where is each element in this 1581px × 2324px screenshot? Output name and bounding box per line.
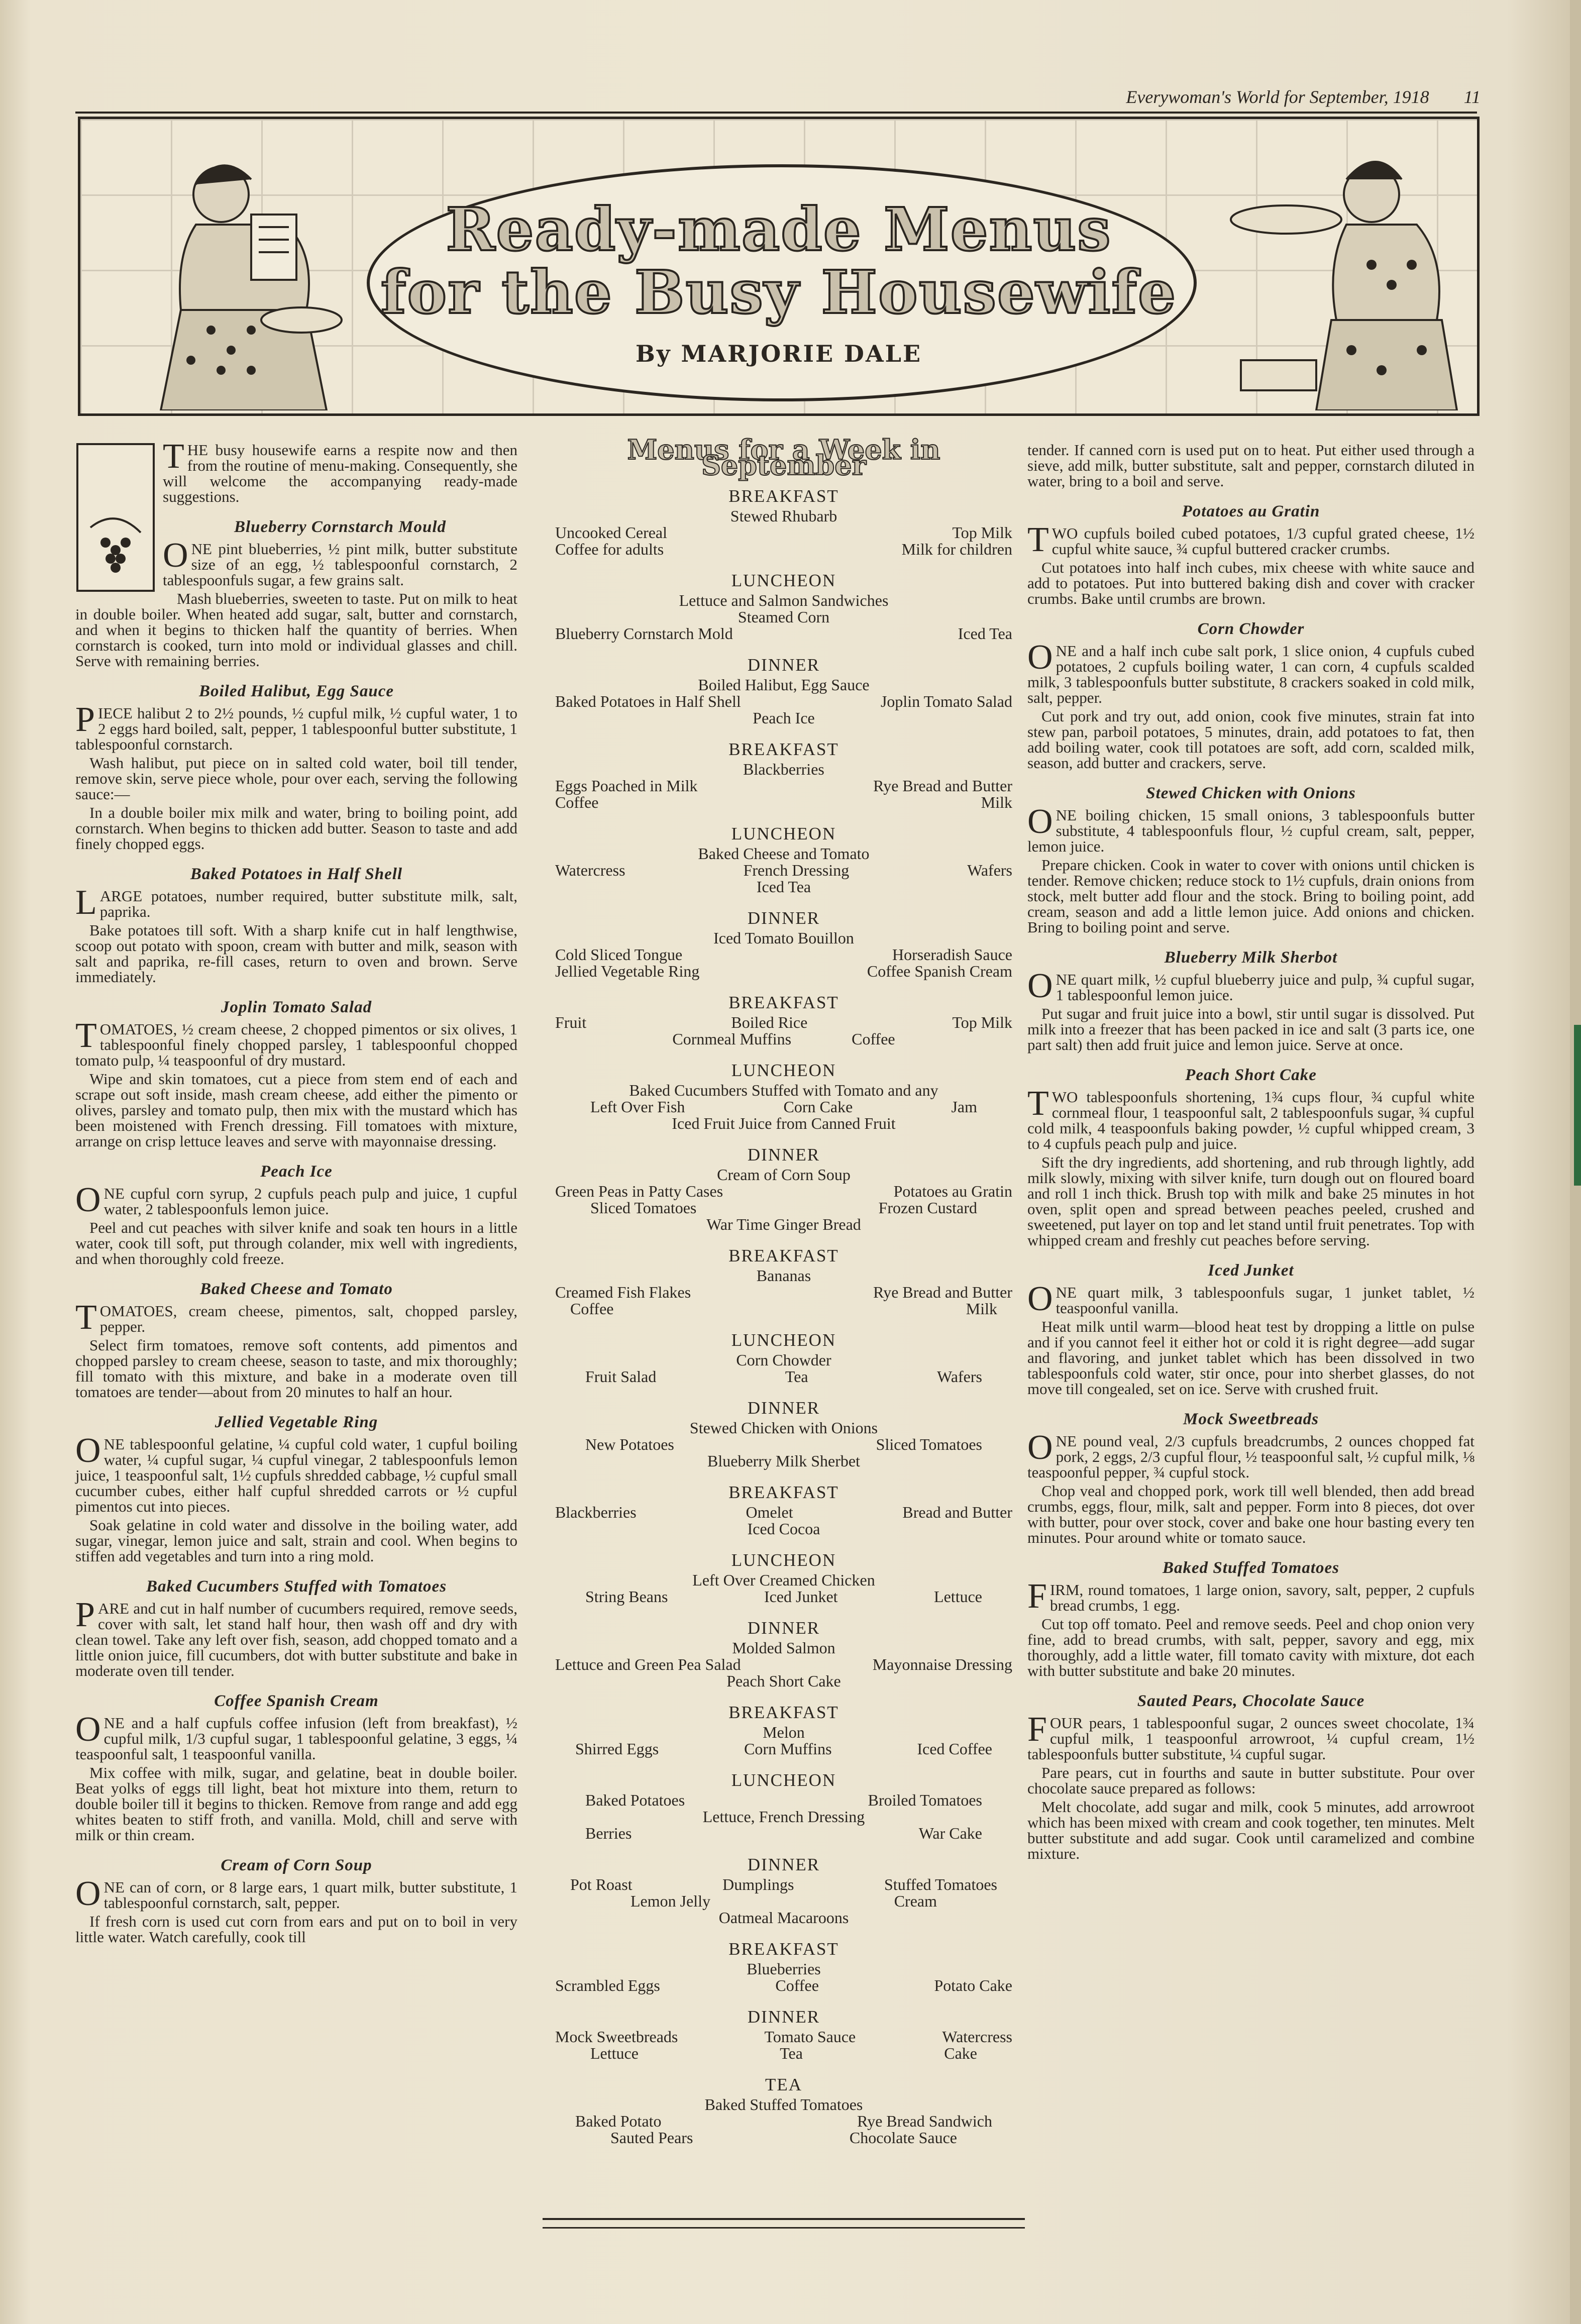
meal-heading: DINNER <box>747 1398 820 1418</box>
menu-item: Milk for children <box>901 540 1012 558</box>
menu-item: Iced Tomato Bouillon <box>713 929 854 947</box>
recipe-method: Prepare chicken. Cook in water to cover with onions until chicken is tender. Remove chicken; reduce stock to 1½ cupfuls, drain onions from stock, melt butter add flour and the stock. Bring to boiling point, add cream, season and add a little lemon juice. Add onions and chicken. Bring to boiling point and serve. <box>1027 856 1474 936</box>
menu-item: Blueberry Cornstarch Mold <box>555 624 733 643</box>
recipe-initial: O <box>1027 967 1053 1005</box>
menu-item: Jellied Vegetable Ring <box>555 962 700 980</box>
menu-item: Berries <box>585 1824 632 1842</box>
recipe-initial: O <box>1027 638 1053 677</box>
recipe-title: Joplin Tomato Salad <box>221 998 372 1016</box>
menu-item: Potatoes au Gratin <box>893 1182 1012 1200</box>
recipe-initial: O <box>1027 1280 1053 1318</box>
menu-item: Coffee <box>852 1030 895 1048</box>
recipe-initial: O <box>75 1874 101 1913</box>
recipe-method: In a double boiler mix milk and water, bring to boiling point, add cornstarch. When begins to thicken add butter. Season to taste and add finely chopped eggs. <box>75 804 517 853</box>
recipe-title: Baked Cheese and Tomato <box>200 1280 393 1298</box>
recipe-method: Chop veal and chopped pork, work till well blended, then add bread crumbs, eggs, flour, milk, salt and pepper. Form into 8 pieces, dot over with butter, pour over stock, cover and bake one hour basting every ten minutes. Pour around white or tomato sauce. <box>1027 1482 1474 1546</box>
recipe-ingredients: OMATOES, ½ cream cheese, 2 chopped pimentos or six olives, 1 tablespoonful finely chopped parsley, 1 tablespoonful chopped tomato pulp, ¼ teaspoonful of dry mustard. <box>75 1020 517 1069</box>
recipe-ingredients: NE can of corn, or 8 large ears, 1 quart milk, butter substitute, 1 tablespoonful cornstarch, salt, pepper. <box>103 1878 517 1912</box>
menu-item: French Dressing <box>743 861 850 879</box>
meal-heading: DINNER <box>747 1618 820 1638</box>
recipe-ingredients: ARE and cut in half number of cucumbers required, remove seeds, cover with salt, let stand half hour, then wash off and dry with clean towel. Take any left over fish, season, add chopped tomato and a little onion juice, fill cucumbers, dot with butter substitute and bake in moderate oven till tender. <box>75 1600 517 1679</box>
menu-item: Blackberries <box>743 760 824 778</box>
menu-row <box>545 862 1022 879</box>
recipe-ingredients: NE cupful corn syrup, 2 cupfuls peach pulp and juice, 1 cupful water, 2 tablespoonfuls lemon juice. <box>103 1185 517 1218</box>
menu-item: Green Peas in Patty Cases <box>555 1182 723 1200</box>
meal-heading: BREAKFAST <box>728 740 839 759</box>
menu-item: Stewed Chicken with Onions <box>689 1419 878 1437</box>
menu-item: Rye Bread Sandwich <box>857 2112 992 2130</box>
menu-item: Lettuce and Salmon Sandwiches <box>679 591 889 609</box>
menu-item: Iced Fruit Juice from Canned Fruit <box>672 1114 896 1132</box>
recipe-title: Cream of Corn Soup <box>221 1856 372 1874</box>
recipe-title: Mock Sweetbreads <box>1183 1410 1319 1428</box>
recipe-method: Select firm tomatoes, remove soft contents, add pimentos and chopped parsley to cream cheese, season to taste, and mix thoroughly; fill tomato with this mixture, and bake in a moderate oven till tomatoes are tender—about from 20 minutes to half an hour. <box>75 1336 517 1401</box>
recipe-ingredients: WO cupfuls boiled cubed potatoes, 1/3 cupful grated cheese, 1½ cupful white sauce, ¾ cupful buttered cracker crumbs. <box>1051 524 1474 558</box>
menu-item: Baked Cheese and Tomato <box>698 844 870 863</box>
menu-item: Corn Chowder <box>736 1351 831 1369</box>
menu-item: New Potatoes <box>585 1435 674 1453</box>
menu-item: Cream <box>894 1892 937 1910</box>
menu-item: Coffee <box>570 1300 614 1318</box>
grape-vine-initial <box>75 442 156 593</box>
menu-item: Boiled Rice <box>731 1013 808 1031</box>
recipe-title: Baked Cucumbers Stuffed with Tomatoes <box>146 1577 447 1596</box>
menu-item: Pot Roast <box>570 1875 633 1893</box>
menu-item: Baked Potatoes <box>585 1791 685 1809</box>
recipe-ingredients: NE pound veal, 2/3 cupfuls breadcrumbs, 2 ounces chopped fat pork, 2 eggs, 2/3 cupful flour, ½ teaspoonful salt, ½ cupful milk, ⅛ teaspoonful pepper, ¾ cupful stock. <box>1027 1432 1474 1481</box>
menu-item: Iced Cocoa <box>747 1520 820 1538</box>
menu-row <box>545 1792 1022 1809</box>
recipe-title: Peach Ice <box>260 1163 333 1181</box>
menu-row <box>545 2113 1022 2130</box>
recipe-title: Sauted Pears, Chocolate Sauce <box>1137 1692 1365 1710</box>
recipe-method: Peel and cut peaches with silver knife and soak ten hours in a little water, cook till soft, put through colander, mix well with ingredients, and when thoroughly cold freeze. <box>75 1219 517 1267</box>
menu-row <box>545 1200 1022 1216</box>
recipe-ingredients: NE boiling chicken, 15 small onions, 3 tablespoonfuls butter substitute, 4 tablespoonfuls flour, ½ cupful cream, salt, pepper, lemon juice. <box>1027 806 1474 855</box>
menu-row <box>545 1504 1022 1521</box>
recipe-title: Jellied Vegetable Ring <box>215 1413 378 1431</box>
magazine-name: Everywoman's World for September, 1918 <box>1126 87 1429 107</box>
menu-item: Coffee <box>555 793 599 811</box>
menus-title: Menus for a Week in September <box>627 434 940 481</box>
menu-row <box>545 524 1022 541</box>
menu-item: Cake <box>944 2044 977 2062</box>
meal-heading: LUNCHEON <box>731 824 836 843</box>
meal-heading: LUNCHEON <box>731 1330 836 1350</box>
menu-item: Watercress <box>555 861 625 879</box>
menu-item: Blueberries <box>747 1960 821 1978</box>
left-column <box>75 437 517 1948</box>
menu-item: Stuffed Tomatoes <box>884 1875 997 1893</box>
menu-item: Wafers <box>967 861 1012 879</box>
meal-heading: LUNCHEON <box>731 1550 836 1570</box>
continued-text: tender. If canned corn is used put on to heat. Put either used through a sieve, add milk, butter substitute, salt and pepper, cornstarch diluted in water, bring to a boil and serve. <box>1027 441 1474 490</box>
recipe-method: Melt chocolate, add sugar and milk, cook 5 minutes, add arrowroot which has been mixed with cream and cook together, ten minutes. Melt butter substitute and add sugar. Cook until caramelized and combine mixture. <box>1027 1798 1474 1862</box>
recipe-method: Put sugar and fruit juice into a bowl, stir until sugar is dissolved. Put milk into a freezer that has been packed in ice and salt (3 parts ice, one part salt) then add fruit juice and lemon juice. Serve at once. <box>1027 1005 1474 1053</box>
meal-heading: LUNCHEON <box>731 1061 836 1080</box>
menu-item: Jam <box>951 1098 977 1116</box>
recipe-ingredients: NE and a half inch cube salt pork, 1 slice onion, 4 cupfuls cubed potatoes, 2 cupfuls boiling water, 1 can corn, 4 cupfuls scalded milk, 3 tablespoonfuls butter substitute, 8 crackers soaked in cold milk, salt, pepper. <box>1027 642 1474 706</box>
meal-heading: LUNCHEON <box>731 571 836 590</box>
menu-row <box>545 625 1022 642</box>
recipe-ingredients: ARGE potatoes, number required, butter substitute milk, salt, paprika. <box>99 887 517 920</box>
menu-item: Tea <box>785 1367 808 1386</box>
menu-row <box>545 1284 1022 1301</box>
meal-heading: DINNER <box>747 1855 820 1874</box>
recipe-initial: F <box>1027 1710 1047 1749</box>
menu-item: Watercress <box>942 2028 1012 2046</box>
recipe-initial: O <box>75 1710 101 1749</box>
menu-row <box>545 1825 1022 1842</box>
menu-item: Cold Sliced Tongue <box>555 945 683 964</box>
menu-item: Lettuce <box>934 1588 982 1606</box>
menu-row <box>545 778 1022 794</box>
menu-item: Sauted Pears <box>610 2129 693 2147</box>
menu-item: Iced Coffee <box>917 1740 992 1758</box>
meal-heading: BREAKFAST <box>728 1703 839 1722</box>
menu-item: Frozen Custard <box>878 1199 977 1217</box>
recipe-title: Blueberry Cornstarch Mould <box>234 518 447 536</box>
menu-row <box>545 1876 1022 1893</box>
menu-item: Tomato Sauce <box>764 2028 856 2046</box>
menu-item: Corn Muffins <box>744 1740 832 1758</box>
menu-item: Top Milk <box>952 523 1012 542</box>
menu-row <box>545 963 1022 980</box>
recipe-initial: O <box>1027 1428 1053 1467</box>
menu-item: Iced Junket <box>764 1588 838 1606</box>
intro-paragraph: HE busy housewife earns a respite now and then from the routine of menu-making. Consequently, she will welcome the accompanying ready-made suggestions. <box>163 441 517 505</box>
menu-row <box>545 1014 1022 1031</box>
meal-heading: DINNER <box>747 908 820 928</box>
menu-item: Coffee <box>775 1976 819 1994</box>
recipe-initial: T <box>75 1016 97 1055</box>
recipe-method: Pare pears, cut in fourths and saute in butter substitute. Pour over chocolate sauce prepared as follows: <box>1027 1764 1474 1797</box>
menu-row <box>545 1977 1022 1994</box>
recipe-method: Mash blueberries, sweeten to taste. Put on milk to heat in double boiler. When heated add sugar, salt, butter and cornstarch, and when it begins to thicken half the quantity of berries. When cornstarch is cooked, turn into mold or individual glasses and chill. Serve with remaining berries. <box>75 590 517 670</box>
meal-heading: BREAKFAST <box>728 1483 839 1502</box>
menu-item: Mock Sweetbreads <box>555 2028 678 2046</box>
menu-row <box>545 1099 1022 1115</box>
menu-item: Creamed Fish Flakes <box>555 1283 691 1301</box>
recipe-initial: O <box>1027 802 1053 841</box>
title-banner <box>78 117 1480 416</box>
recipe-ingredients: NE quart milk, 3 tablespoonfuls sugar, 1 junket tablet, ½ teaspoonful vanilla. <box>1056 1284 1474 1317</box>
title-line-1: Ready-made Menus <box>446 194 1112 264</box>
recipe-method: Soak gelatine in cold water and dissolve in the boiling water, add sugar, vinegar, lemon juice and salt, strain and cool. When begins to stiffen add vegetables and turn into a ring mold. <box>75 1516 517 1565</box>
menu-row <box>545 1183 1022 1200</box>
recipe-ingredients: NE pint blueberries, ½ pint milk, butter substitute size of an egg, ½ tablespoonful cornstarch, 2 tablespoonfuls sugar, a few grains salt. <box>163 540 517 589</box>
menu-item: Molded Salmon <box>732 1639 835 1657</box>
recipe-method: Cut top off tomato. Peel and remove seeds. Peel and chop onion very fine, add to bread crumbs, with salt, pepper, savory and egg, mix thoroughly, add a little water, fill tomato cavity with mixture, dot each with butter substitute and bake 20 minutes. <box>1027 1615 1474 1679</box>
recipe-initial: O <box>75 1181 101 1219</box>
recipe-ingredients: IECE halibut 2 to 2½ pounds, ½ cupful milk, ½ cupful water, 1 to 2 eggs hard boiled, salt, pepper, 1 tablespoonful butter substitute, 1 tablespoonful cornstarch. <box>75 704 517 753</box>
meal-heading: BREAKFAST <box>728 486 839 506</box>
menu-item: Joplin Tomato Salad <box>880 692 1012 710</box>
menu-item: Cream of Corn Soup <box>717 1166 851 1184</box>
menu-item: Blackberries <box>555 1503 637 1521</box>
menu-row <box>545 1436 1022 1453</box>
column-end-rule <box>543 2218 1025 2229</box>
menu-item: Fruit <box>555 1013 587 1031</box>
recipe-title: Baked Potatoes in Half Shell <box>190 865 403 883</box>
menu-item: Boiled Halibut, Egg Sauce <box>698 676 870 694</box>
menu-item: Corn Cake <box>783 1098 853 1116</box>
menu-item: War Cake <box>918 1824 982 1842</box>
menu-item: Coffee for adults <box>555 540 664 558</box>
menu-row <box>545 1893 1022 1910</box>
recipe-initial: P <box>75 1596 95 1634</box>
menu-row <box>545 2029 1022 2045</box>
recipe-title: Baked Stuffed Tomatoes <box>1162 1559 1340 1577</box>
meal-heading: DINNER <box>747 2007 820 2027</box>
recipe-method: If fresh corn is used cut corn from ears and put on to boil in very little water. Watch carefully, cook till <box>75 1913 517 1946</box>
recipe-method: Heat milk until warm—blood heat test by dropping a little on pulse and if you cannot feel it either hot or cold it is right degree—add sugar and flavoring, and junket tablet which has been dissolved in two tablespoonfuls cold water, stir once, pour into sherbet glasses, do not move till congealed, set on ice. Serve with crushed fruit. <box>1027 1318 1474 1398</box>
menu-item: Blueberry Milk Sherbet <box>707 1452 860 1470</box>
menu-item: Baked Potatoes in Half Shell <box>555 692 741 710</box>
menu-item: Rye Bread and Butter <box>873 777 1012 795</box>
menu-item: Omelet <box>746 1503 793 1521</box>
menu-item: Dumplings <box>722 1875 794 1893</box>
menu-item: Steamed Corn <box>737 608 830 626</box>
menu-row <box>545 1656 1022 1673</box>
recipe-title: Blueberry Milk Sherbot <box>1164 948 1338 967</box>
recipe-initial: O <box>75 1431 101 1470</box>
recipe-title: Peach Short Cake <box>1185 1066 1317 1084</box>
menu-item: Potato Cake <box>934 1976 1012 1994</box>
menu-row <box>545 1368 1022 1385</box>
menu-item: Baked Potato <box>575 2112 662 2130</box>
recipe-ingredients: IRM, round tomatoes, 1 large onion, savory, salt, pepper, 2 cupfuls bread crumbs, 1 egg. <box>1049 1581 1474 1614</box>
menu-item: Peach Ice <box>753 709 815 727</box>
recipe-ingredients: NE quart milk, ½ cupful blueberry juice and pulp, ¾ cupful sugar, 1 tablespoonful lemon juice. <box>1056 971 1474 1004</box>
recipe-ingredients: OMATOES, cream cheese, pimentos, salt, chopped parsley, pepper. <box>99 1302 517 1335</box>
meal-heading: BREAKFAST <box>728 993 839 1012</box>
menu-item: Top Milk <box>952 1013 1012 1031</box>
recipe-ingredients: NE tablespoonful gelatine, ¼ cupful cold water, 1 cupful boiling water, ¼ cupful sugar, ¼ cupful vinegar, 2 tablespoonfuls lemon juice, 1 teaspoonful salt, 1½ cupfuls shredded cabbage, ½ cupful small cucumber cubes, either half cupful shredded carrots or ½ cupful pimentos cut into pieces. <box>75 1435 517 1515</box>
page-number: 11 <box>1463 87 1481 107</box>
recipe-title: Boiled Halibut, Egg Sauce <box>198 682 394 700</box>
menu-item: Sliced Tomatoes <box>590 1199 697 1217</box>
meal-heading: TEA <box>765 2075 803 2094</box>
menu-item: Sliced Tomatoes <box>876 1435 982 1453</box>
recipe-initial: F <box>1027 1577 1047 1616</box>
recipe-method: Wash halibut, put piece on in salted cold water, boil till tender, remove skin, serve piece whole, pour over each, serving the following sauce:— <box>75 754 517 803</box>
menu-item: Coffee Spanish Cream <box>867 962 1012 980</box>
recipe-initial: T <box>75 1298 97 1337</box>
menu-item: Lettuce <box>590 2044 639 2062</box>
menu-row <box>545 2045 1022 2062</box>
recipe-method: Bake potatoes till soft. With a sharp knife cut in half lengthwise, scoop out potato with spoon, cream with butter and milk, season with salt and paprika, re-fill cases, return to oven and brown. Serve immediately. <box>75 921 517 986</box>
menu-item: Bread and Butter <box>902 1503 1012 1521</box>
drop-initial: T <box>163 437 184 476</box>
recipe-initial: O <box>163 536 188 575</box>
menu-row <box>545 1031 1022 1047</box>
menu-row <box>545 1301 1022 1317</box>
recipe-method: Cut potatoes into half inch cubes, mix cheese with white sauce and add to potatoes. Put into buttered baking dish and cover with cracker crumbs. Bake until crumbs are brown. <box>1027 559 1474 607</box>
recipe-method: Cut pork and try out, add onion, cook five minutes, strain fat into stew pan, parboil potatoes, 5 minutes, drain, add potatoes to fat, then add boiling water, cook till potatoes are soft, add corn, scalded milk, season, add butter and crackers, serve. <box>1027 707 1474 772</box>
menu-item: Mayonnaise Dressing <box>872 1655 1012 1673</box>
menu-row <box>545 1741 1022 1757</box>
menu-item: Wafers <box>937 1367 982 1386</box>
menu-item: Left Over Creamed Chicken <box>692 1571 875 1589</box>
recipe-method: Wipe and skin tomatoes, cut a piece from stem end of each and scrape out soft inside, mash cream cheese, add either the pimento or olives, parsley and tomato pulp, then mix with the mustard which has been moistened with French dressing. Fill tomatoes with mixture, arrange on crisp lettuce leaves and serve with mayonnaise dressing. <box>75 1070 517 1150</box>
recipe-title: Stewed Chicken with Onions <box>1146 784 1356 802</box>
menu-item: Baked Stuffed Tomatoes <box>704 2095 863 2114</box>
recipe-initial: T <box>1027 1084 1049 1123</box>
menu-item: Lettuce and Green Pea Salad <box>555 1655 741 1673</box>
menu-item: Melon <box>763 1723 805 1741</box>
menu-item: Horseradish Sauce <box>892 945 1012 964</box>
menu-item: Iced Tea <box>958 624 1012 643</box>
menu-item: Bananas <box>756 1266 811 1285</box>
menu-item: Left Over Fish <box>590 1098 685 1116</box>
menu-item: Baked Cucumbers Stuffed with Tomato and any <box>629 1081 938 1099</box>
menu-item: Lettuce, French Dressing <box>702 1808 865 1826</box>
menu-item: Broiled Tomatoes <box>868 1791 982 1809</box>
recipe-title: Corn Chowder <box>1197 620 1305 638</box>
recipe-initial: T <box>1027 520 1049 559</box>
menu-row <box>545 946 1022 963</box>
menu-item: String Beans <box>585 1588 668 1606</box>
menu-item: Oatmeal Macaroons <box>718 1909 849 1927</box>
menu-item: Uncooked Cereal <box>555 523 668 542</box>
menu-item: Stewed Rhubarb <box>730 507 837 525</box>
menu-item: Rye Bread and Butter <box>873 1283 1012 1301</box>
menus-column <box>545 434 1022 2147</box>
recipe-title: Coffee Spanish Cream <box>214 1692 379 1710</box>
menu-row <box>545 693 1022 710</box>
green-tab <box>1574 1025 1581 1186</box>
woman-serving-illustration <box>1221 139 1462 410</box>
menu-item: Cornmeal Muffins <box>672 1030 792 1048</box>
menu-row <box>545 541 1022 558</box>
menu-item: Tea <box>780 2044 803 2062</box>
recipe-ingredients: WO tablespoonfuls shortening, 1¾ cups flour, ¾ cupful white cornmeal flour, 1 teaspoonful salt, 2 tablespoonfuls sugar, ¾ cupful cold milk, 4 teaspoonfuls baking powder, ½ cupful whipped cream, 3 to 4 cupfuls peach pulp and juice. <box>1027 1088 1474 1152</box>
menu-item: Chocolate Sauce <box>849 2129 957 2147</box>
meal-heading: BREAKFAST <box>728 1246 839 1265</box>
recipe-ingredients: OUR pears, 1 tablespoonful sugar, 2 ounces sweet chocolate, 1¾ cupful milk, 1 teaspoonful arrowroot, ¼ cupful cream, 1½ tablespoonfuls butter substitute, ¼ cupful sugar. <box>1027 1714 1474 1763</box>
meal-heading: LUNCHEON <box>731 1770 836 1790</box>
meal-heading: DINNER <box>747 1145 820 1165</box>
menu-item: Iced Tea <box>756 878 811 896</box>
menu-item: War Time Ginger Bread <box>706 1215 861 1233</box>
header-rule <box>75 112 1477 114</box>
menu-item: Milk <box>966 1300 997 1318</box>
recipe-initial: P <box>75 700 95 739</box>
menu-item: Lemon Jelly <box>630 1892 711 1910</box>
menu-item: Scrambled Eggs <box>555 1976 660 1994</box>
recipe-initial: L <box>75 883 97 922</box>
recipe-ingredients: NE and a half cupfuls coffee infusion (left from breakfast), ½ cupful milk, 1/3 cupful sugar, 1 tablespoonful gelatine, 3 eggs, ¼ teaspoonful salt, 1 teaspoonful vanilla. <box>75 1714 517 1763</box>
menu-row <box>545 2130 1022 2146</box>
recipe-method: Mix coffee with milk, sugar, and gelatine, beat in double boiler. Beat yolks of eggs till light, beat hot mixture into them, return to double boiler till it begins to thicken. Remove from range and add egg whites beaten to stiff froth, and vanilla. Mold, chill and serve with milk or thin cream. <box>75 1764 517 1844</box>
title-line-2: for the Busy Housewife <box>380 257 1177 327</box>
menu-item: Shirred Eggs <box>575 1740 659 1758</box>
menu-row <box>545 1589 1022 1605</box>
byline: By MARJORIE DALE <box>635 340 922 367</box>
running-head <box>1126 86 1481 108</box>
right-column <box>1027 442 1474 1864</box>
recipe-title: Iced Junket <box>1208 1261 1294 1280</box>
recipe-method: Sift the dry ingredients, add shortening, and rub through lightly, add milk slowly, mixing with silver knife, turn dough out on floured board and roll 1 inch thick. Brush top with milk and bake 25 minutes in hot oven, split open and spread between peaches peeled, crushed and sweetened, put layer on top and let stand until fruit penetrates. Top with whipped cream and freshly cut peaches before serving. <box>1027 1153 1474 1249</box>
meal-heading: BREAKFAST <box>728 1939 839 1959</box>
menu-item: Milk <box>981 793 1012 811</box>
menu-item: Eggs Poached in Milk <box>555 777 698 795</box>
meal-heading: DINNER <box>747 655 820 675</box>
recipe-title: Potatoes au Gratin <box>1182 502 1320 520</box>
menu-item: Fruit Salad <box>585 1367 657 1386</box>
menu-item: Peach Short Cake <box>726 1672 841 1690</box>
menu-row <box>545 794 1022 811</box>
